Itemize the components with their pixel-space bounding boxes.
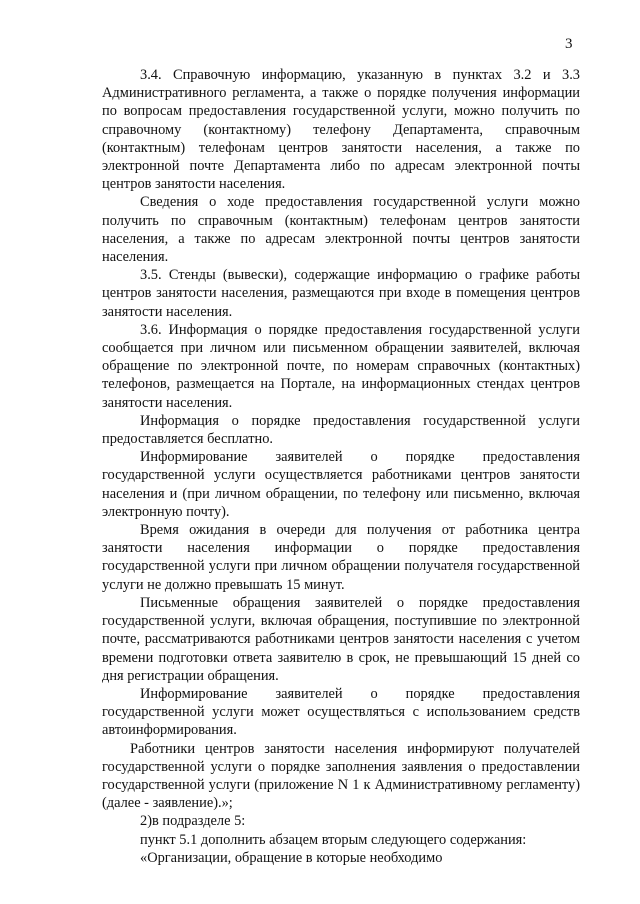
page-number: 3: [565, 36, 573, 52]
paragraph-waiting-time: Время ожидания в очереди для получения от работника центра занятости населения информации о порядке предоставления государственной услуги при личном обращении получателя государственной услуги не должно превышать 15 минут.: [102, 522, 580, 593]
paragraph-free-info: Информация о порядке предоставления государственной услуги предоставляется бесплатно.: [102, 412, 580, 448]
paragraph-item-5-1: пункт 5.1 дополнить абзацем вторым следующего содержания:: [140, 831, 527, 848]
paragraph-organizations: «Организации, обращение в которые необходимо: [140, 849, 443, 866]
paragraph-status-info: Сведения о ходе предоставления государственной услуги можно получить по справочным (контактным) телефонам центров занятости населения, а также по адресам электронной почты центров занятости населения.: [102, 194, 580, 266]
paragraph-subsection-5: 2)в подразделе 5:: [140, 813, 246, 830]
paragraph-employees-inform: Работники центров занятости населения информируют получателей государственной услуги о порядке заполнения заявления о предоставлении государственной услуги (приложение N 1 к Административному регламенту) (далее - заявление).»;: [102, 740, 580, 812]
paragraph-auto-informing: Информирование заявителей о порядке предоставления государственной услуги может осуществляться с использованием средств автоинформирования.: [102, 685, 580, 739]
paragraph-written-requests: Письменные обращения заявителей о порядке предоставления государственной услуги, включая обращения, поступившие по электронной почте, рассматриваются работниками центров занятости населения с учетом времени подготовки ответа заявителю в срок, не превышающий 15 дней со дня регистрации обращения.: [102, 594, 580, 684]
paragraph-3-5: 3.5. Стенды (вывески), содержащие информацию о графике работы центров занятости населения, размещаются при входе в помещения центров занятости населения.: [102, 267, 580, 320]
paragraph-informing: Информирование заявителей о порядке предоставления государственной услуги осуществляется работниками центров занятости населения и (при личном обращении, по телефону или письменно, включая электронную почту).: [102, 449, 580, 520]
paragraph-3-4: 3.4. Справочную информацию, указанную в пунктах 3.2 и 3.3 Административного регламента, а также о порядке получения информации по вопросам предоставления государственной услуги, можно получить по справочному (контактному) телефону Департамента, справочным (контактным) телефонам центров занятости населения, а также по электронной почте Департамента либо по адресам электронной почты центров занятости населения.: [102, 67, 580, 193]
document-body: [102, 66, 580, 867]
paragraph-3-6: 3.6. Информация о порядке предоставления государственной услуги сообщается при личном или письменном обращении заявителей, включая обращение по электронной почте, по номерам справочных (контактных) телефонов, размещается на Портале, на информационных стендах центров занятости населения.: [102, 321, 580, 411]
